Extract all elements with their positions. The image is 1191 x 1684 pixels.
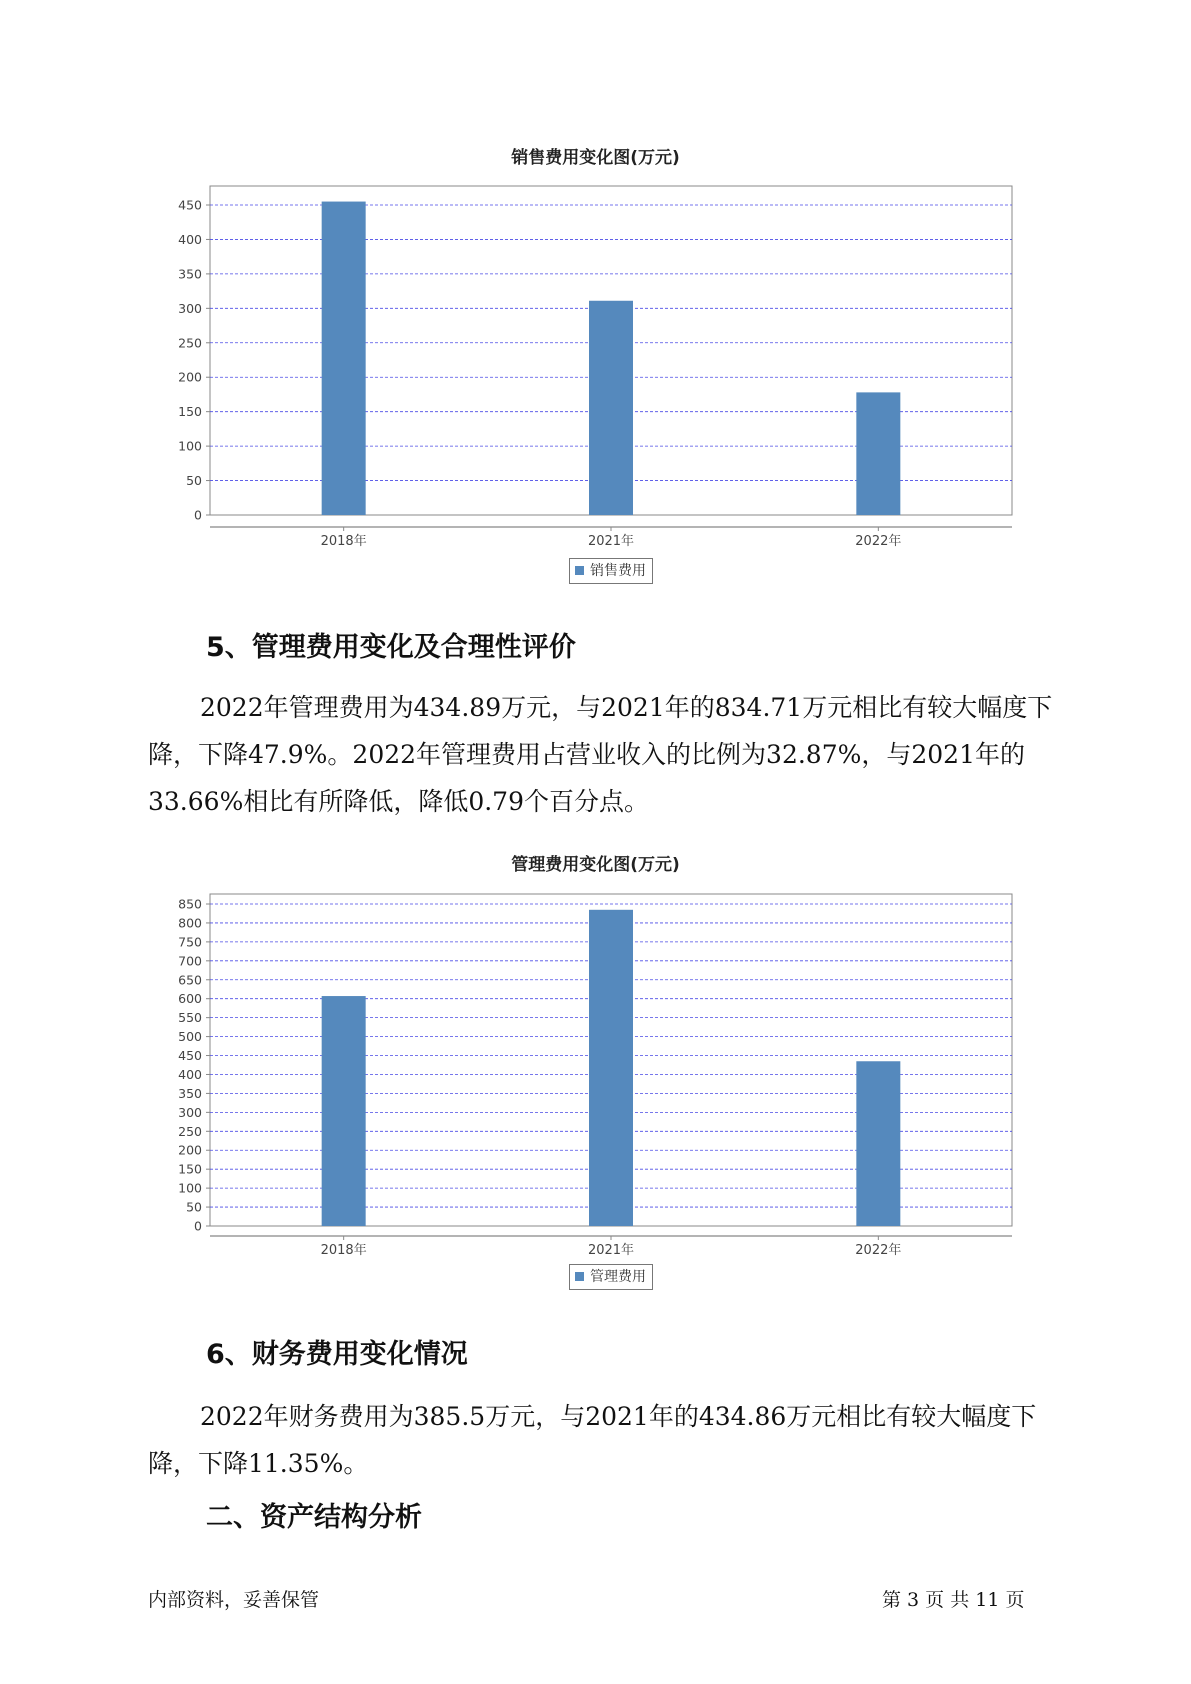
chart1-y-tick-label: 250: [178, 335, 202, 351]
section6-paragraph-text: 2022年财务费用为385.5万元，与2021年的434.86万元相比有较大幅度下降，下降11.35%。: [148, 1402, 1037, 1478]
chart2-y-tick-label: 250: [178, 1123, 202, 1139]
chart2-bar-2022年: [856, 1061, 900, 1226]
chart2-y-tick-label: 150: [178, 1161, 202, 1177]
chart2-y-tick-label: 350: [178, 1085, 202, 1101]
chart2-y-tick-label: 650: [178, 972, 202, 988]
section2-heading: 二、资产结构分析: [206, 1502, 422, 1533]
chart2-y-tick-label: 300: [178, 1104, 202, 1120]
chart1-title: 销售费用变化图(万元): [511, 148, 680, 168]
chart2-y-tick-label: 400: [178, 1066, 202, 1082]
chart1-y-tick-label: 100: [178, 438, 202, 454]
chart2-y-tick-label: 0: [194, 1218, 202, 1234]
chart2-x-tick-label: 2022年: [855, 1243, 902, 1258]
chart2-y-tick-label: 100: [178, 1180, 202, 1196]
chart1-x-tick-label: 2021年: [587, 534, 635, 549]
chart1-y-tick-label: 0: [194, 507, 202, 523]
chart2-legend: [569, 1264, 653, 1290]
chart2-y-tick-label: 200: [178, 1142, 202, 1158]
chart1-y-tick-label: 50: [186, 473, 202, 489]
section6-heading: 6、财务费用变化情况: [206, 1339, 468, 1370]
chart1-y-tick-label: 150: [178, 404, 202, 420]
chart2-y-tick-label: 550: [178, 1010, 202, 1026]
chart1-y-tick-label: 200: [178, 369, 202, 385]
chart1-y-tick-label: 450: [178, 197, 202, 213]
chart2-y-tick-label: 700: [178, 953, 202, 969]
chart2-bar-2021年: [589, 910, 633, 1226]
chart2-legend-label: 管理费用: [590, 1269, 646, 1285]
chart1-y-tick-label: 300: [178, 300, 202, 316]
chart1-y-tick-label: 400: [178, 231, 202, 247]
chart1-legend-label: 销售费用: [590, 563, 646, 579]
chart2-x-tick-label: 2021年: [587, 1243, 635, 1258]
chart2-x-tick-label: 2018年: [320, 1243, 367, 1258]
chart2-y-tick-label: 600: [178, 991, 202, 1007]
chart2-title: 管理费用变化图(万元): [511, 855, 680, 875]
chart2-y-tick-label: 800: [178, 915, 202, 931]
section6-paragraph: [148, 1393, 1058, 1487]
chart1-x-tick-label: 2018年: [320, 534, 367, 549]
chart1-x-tick-label: 2022年: [855, 534, 902, 549]
footer-note: 内部资料，妥善保管: [148, 1589, 320, 1611]
chart2-y-tick-label: 750: [178, 934, 202, 950]
chart2-y-tick-label: 850: [178, 896, 202, 912]
section5-heading: 5、管理费用变化及合理性评价: [206, 632, 576, 663]
section5-paragraph-text: 2022年管理费用为434.89万元，与2021年的834.71万元相比有较大幅度下降，下降47.9%。2022年管理费用占营业收入的比例为32.87%，与2021年的33.66%相比有所降低，降低0.79个百分点。: [148, 693, 1053, 816]
chart2-y-tick-label: 500: [178, 1029, 202, 1045]
chart2-bar-2018年: [322, 996, 366, 1226]
square-icon: [575, 1272, 584, 1281]
chart1-y-tick-label: 350: [178, 266, 202, 282]
chart2-y-tick-label: 50: [186, 1199, 202, 1215]
chart2-y-tick-label: 450: [178, 1048, 202, 1064]
page-number: 第 3 页 共 11 页: [882, 1589, 1025, 1611]
